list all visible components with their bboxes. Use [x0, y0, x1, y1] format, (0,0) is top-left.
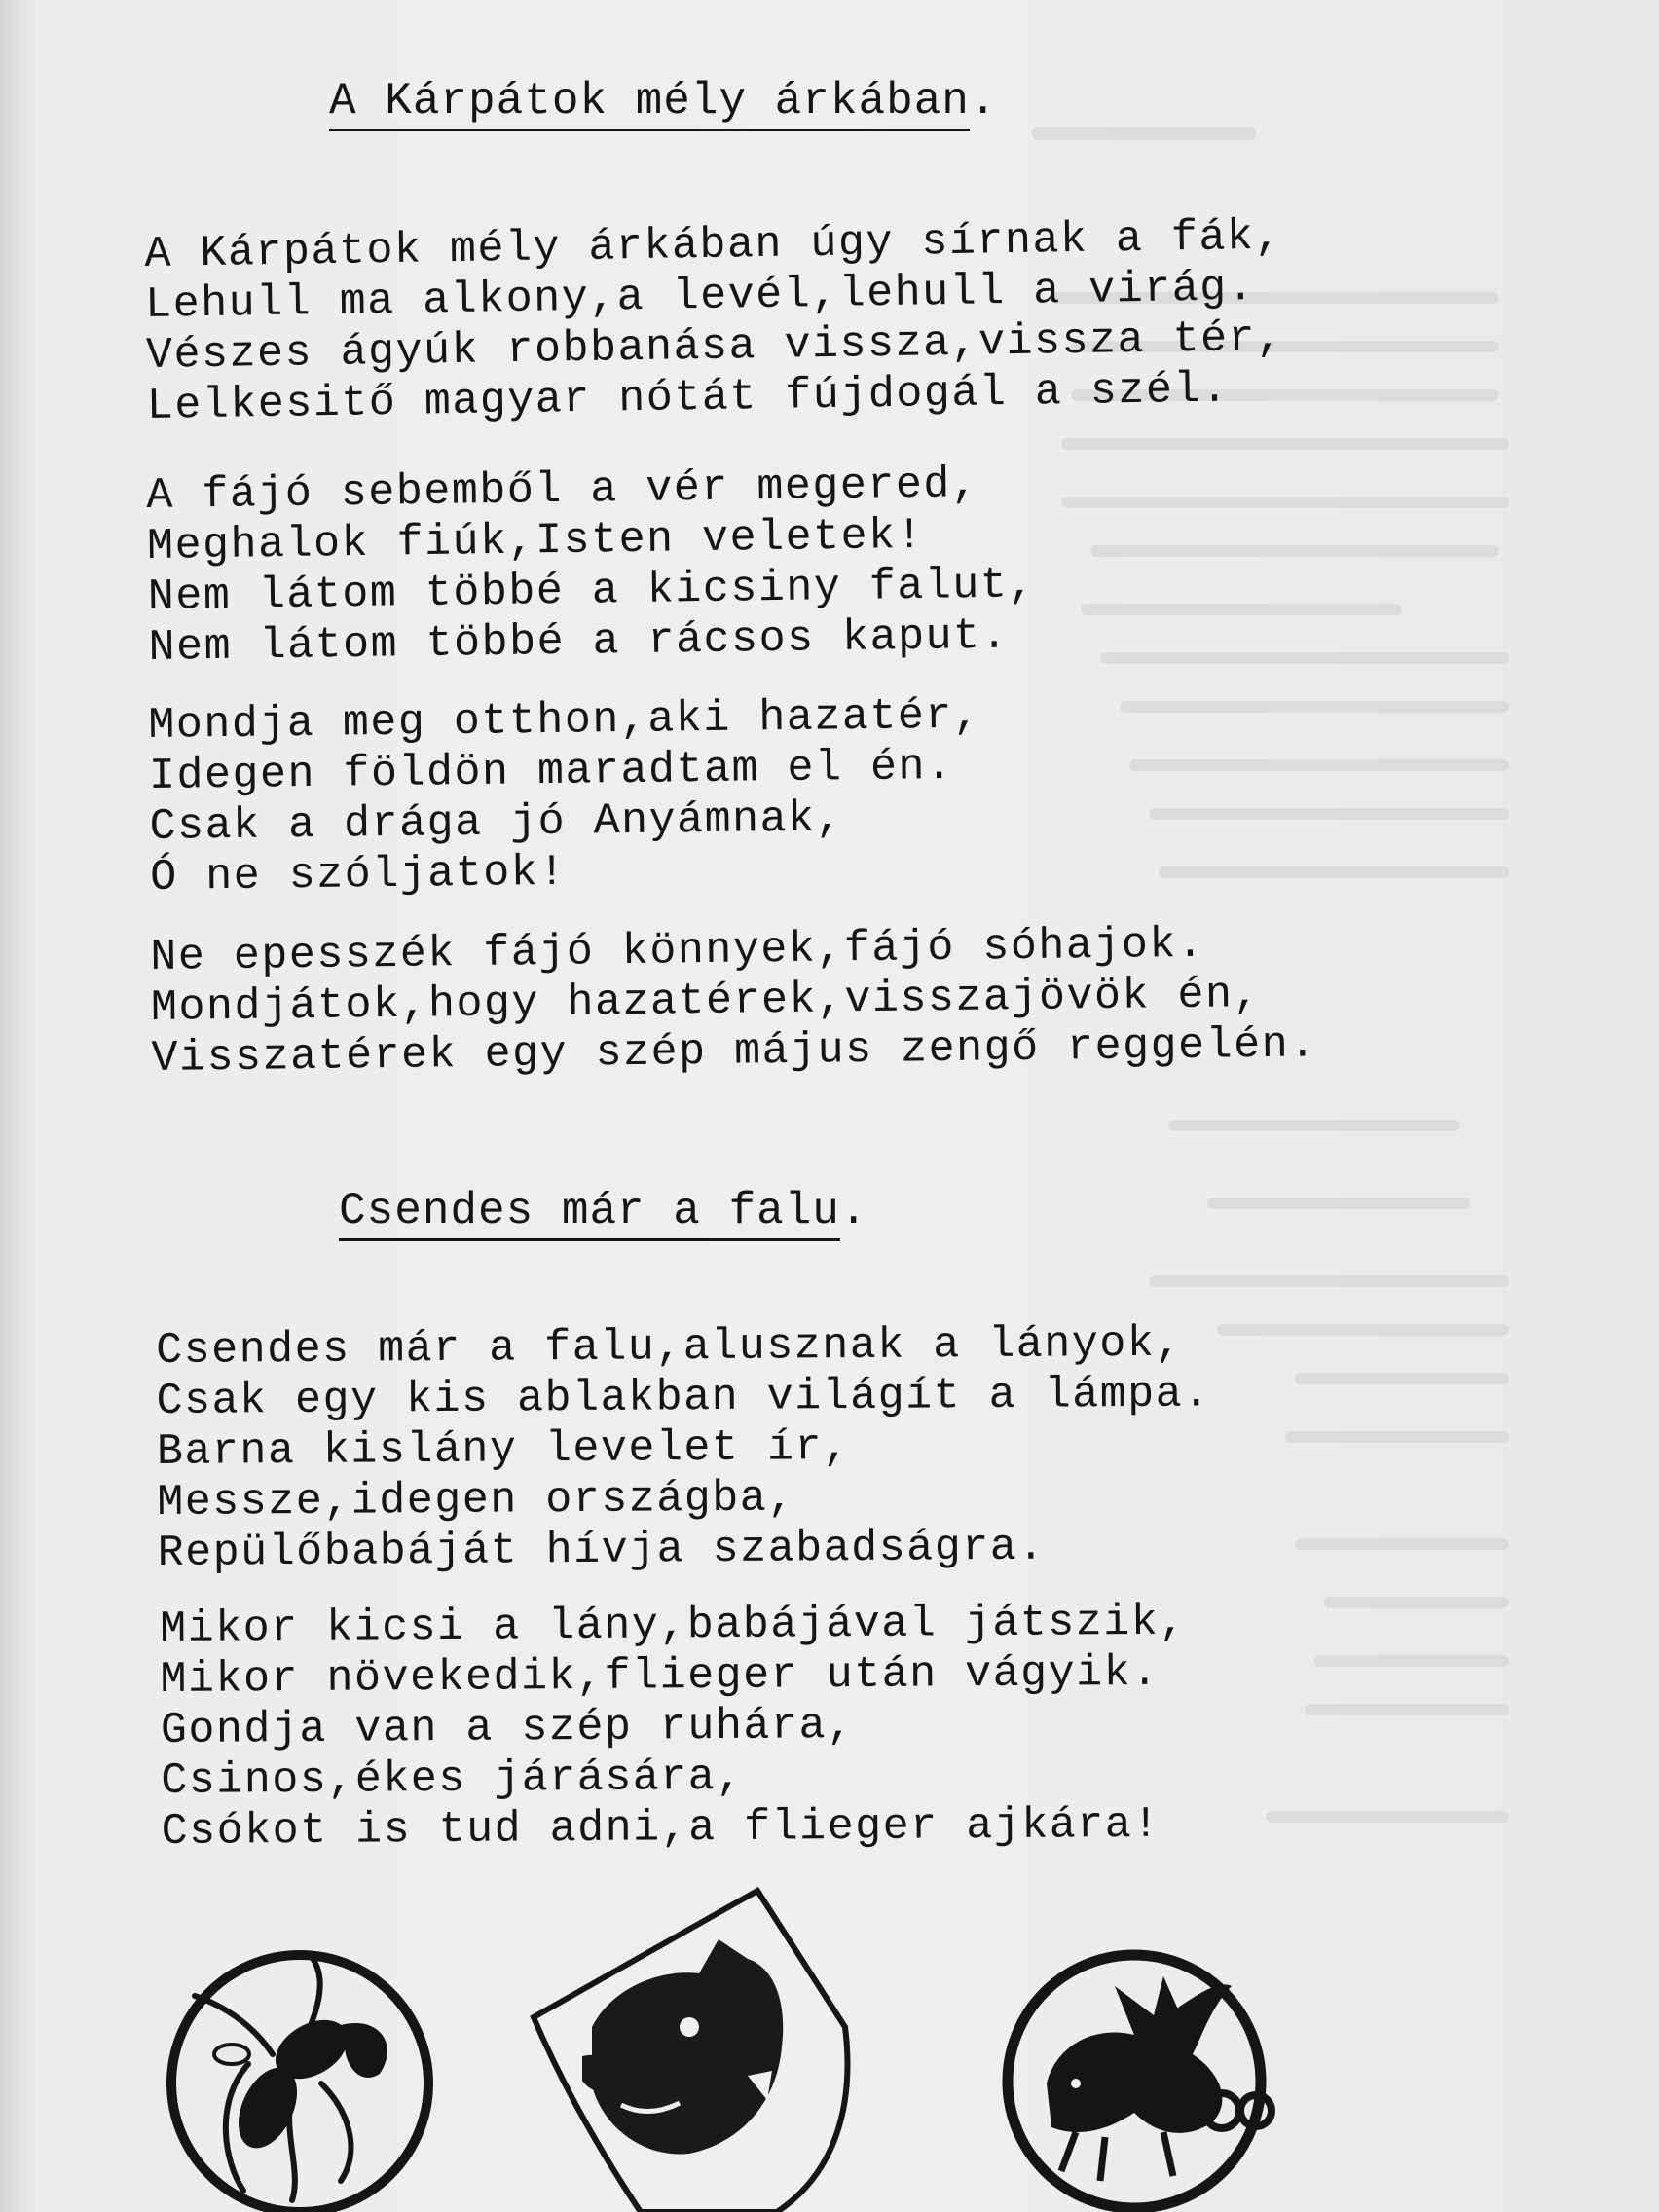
- poem-line: A fájó sebemből a vér megered,: [146, 460, 979, 521]
- poem-line: Csak a drága jó Anyámnak,: [149, 793, 844, 852]
- poem1-title-period: .: [969, 76, 998, 127]
- poem-line: Csókot is tud adni,a flieger ajkára!: [161, 1799, 1161, 1857]
- poem1-stanza-1: [144, 212, 1285, 432]
- poem-line: Csak egy kis ablakban világít a lámpa.: [156, 1369, 1211, 1426]
- poem-line: Meghalok fiúk,Isten veletek!: [146, 510, 925, 571]
- poem-line: Idegen földön maradtam el én.: [148, 741, 954, 801]
- dragon-emblem-icon: [988, 1937, 1280, 2212]
- poem-line: A Kárpátok mély árkában úgy sírnak a fák,: [144, 211, 1283, 279]
- poem-line: Barna kislány levelet ír,: [156, 1422, 851, 1477]
- poem2-title-period: .: [839, 1186, 868, 1236]
- poem-line: Mondja meg otthon,aki hazatér,: [148, 690, 981, 751]
- poem-line: Ó ne szóljatok!: [149, 847, 568, 903]
- poem2-stanza-1: [156, 1318, 1212, 1579]
- poem-line: Mikor növekedik,flieger után vágyik.: [160, 1647, 1160, 1705]
- dog-head-shield-icon: [524, 1881, 865, 2212]
- poem-line: Nem látom többé a kicsiny falut,: [147, 560, 1037, 622]
- poem-line: Ne epesszék fájó könnyek,fájó sóhajok.: [150, 919, 1205, 982]
- poem-line: Repülőbabáját hívja szabadságra.: [157, 1522, 1046, 1578]
- poem2-title: [339, 1186, 868, 1236]
- poem-line: Messze,idegen országba,: [157, 1473, 796, 1528]
- poem2-title-text: Csendes már a falu: [339, 1186, 840, 1241]
- poem-line: Mondjátok,hogy hazatérek,visszajövök én,: [150, 970, 1262, 1033]
- poem-line: Mikor kicsi a lány,babájával játszik,: [160, 1597, 1188, 1654]
- poem2-stanza-2: [160, 1598, 1188, 1858]
- poem1-title: [329, 76, 998, 127]
- poem-line: Csendes már a falu,alusznak a lányok,: [156, 1318, 1184, 1376]
- poem1-stanza-3: [148, 691, 983, 903]
- poem1-stanza-2: [146, 459, 1037, 674]
- poem-line: Nem látom többé a rácsos kaput.: [148, 610, 1010, 673]
- poem-line: Lehull ma alkony,a levél,lehull a virág.: [144, 263, 1256, 330]
- wasp-emblem-icon: [156, 1937, 448, 2212]
- poem-line: Visszatérek egy szép május zengő reggelén.: [151, 1019, 1317, 1084]
- poem-line: Vészes ágyúk robbanása vissza,vissza tér,: [145, 313, 1284, 381]
- poem1-title-text: A Kárpátok mély árkában: [329, 76, 970, 131]
- poem-line: Lelkesitő magyar nótát fújdogál a szél.: [146, 364, 1230, 431]
- poem1-stanza-4: [150, 918, 1317, 1085]
- poem-line: Csinos,ékes járására,: [161, 1751, 745, 1806]
- poem-line: Gondja van a szép ruhára,: [160, 1701, 855, 1755]
